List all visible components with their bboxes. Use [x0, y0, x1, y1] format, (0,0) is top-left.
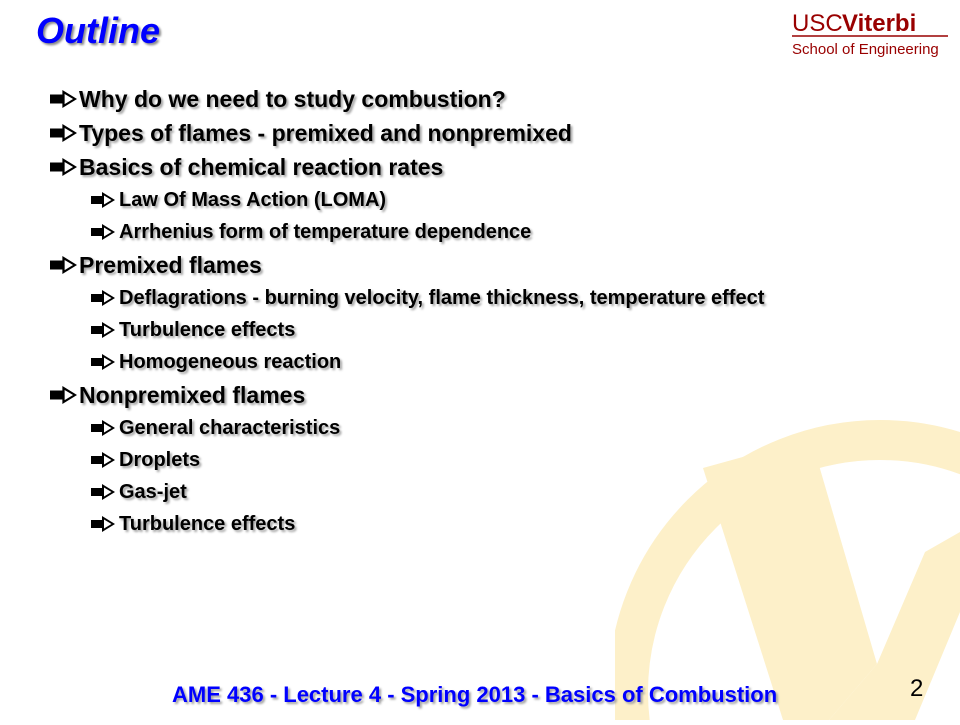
footer-text: AME 436 - Lecture 4 - Spring 2013 - Basics of Combustion: [172, 682, 778, 707]
outline-item-label: General characteristics: [119, 417, 341, 439]
arrow-bullet-icon: [50, 158, 77, 176]
arrow-bullet-icon: [50, 90, 77, 108]
arrow-bullet-icon: [91, 354, 115, 370]
logo-usc-text: USC: [792, 10, 843, 37]
outline-subitem: [50, 412, 931, 444]
outline-item-label: Basics of chemical reaction rates: [79, 154, 444, 180]
outline-subitem: [50, 346, 931, 378]
arrow-bullet-icon: [91, 452, 115, 468]
logo-viterbi-text: Viterbi: [842, 10, 917, 37]
arrow-bullet-icon: [91, 420, 115, 436]
page-number: 2: [910, 675, 924, 702]
arrow-bullet-icon: [91, 224, 115, 240]
outline-item-label: Homogeneous reaction: [119, 351, 342, 373]
outline-item-label: Why do we need to study combustion?: [79, 86, 506, 112]
outline-subitem: [50, 476, 931, 508]
usc-viterbi-logo: [790, 6, 950, 60]
outline-item-label: Turbulence effects: [119, 319, 296, 341]
arrow-bullet-icon: [91, 322, 115, 338]
outline-subitem: [50, 444, 931, 476]
outline-item-label: Law Of Mass Action (LOMA): [119, 189, 387, 211]
outline-item: [50, 248, 931, 282]
outline-item-label: Nonpremixed flames: [79, 382, 306, 408]
outline-subitem: [50, 508, 931, 540]
arrow-bullet-icon: [91, 192, 115, 208]
outline-item-label: Droplets: [119, 449, 201, 471]
outline-item-label: Arrhenius form of temperature dependence: [119, 221, 532, 243]
arrow-bullet-icon: [91, 516, 115, 532]
outline-item-label: Deflagrations - burning velocity, flame thickness, temperature effect: [119, 287, 765, 309]
outline-subitem: [50, 216, 931, 248]
arrow-bullet-icon: [91, 290, 115, 306]
outline-item-label: Turbulence effects: [119, 513, 296, 535]
logo-school-text: School of Engineering: [792, 41, 939, 58]
outline-item: [50, 150, 931, 184]
outline-item: [50, 82, 931, 116]
outline-subitem: [50, 282, 931, 314]
outline-item-label: Premixed flames: [79, 252, 262, 278]
outline-list: [50, 82, 931, 540]
outline-item: [50, 116, 931, 150]
arrow-bullet-icon: [50, 124, 77, 142]
arrow-bullet-icon: [50, 386, 77, 404]
outline-item: [50, 378, 931, 412]
arrow-bullet-icon: [50, 256, 77, 274]
arrow-bullet-icon: [91, 484, 115, 500]
slide-title: Outline: [36, 10, 160, 51]
outline-subitem: [50, 314, 931, 346]
outline-item-label: Types of flames - premixed and nonpremixed: [79, 120, 572, 146]
outline-item-label: Gas-jet: [119, 481, 187, 503]
outline-subitem: [50, 184, 931, 216]
